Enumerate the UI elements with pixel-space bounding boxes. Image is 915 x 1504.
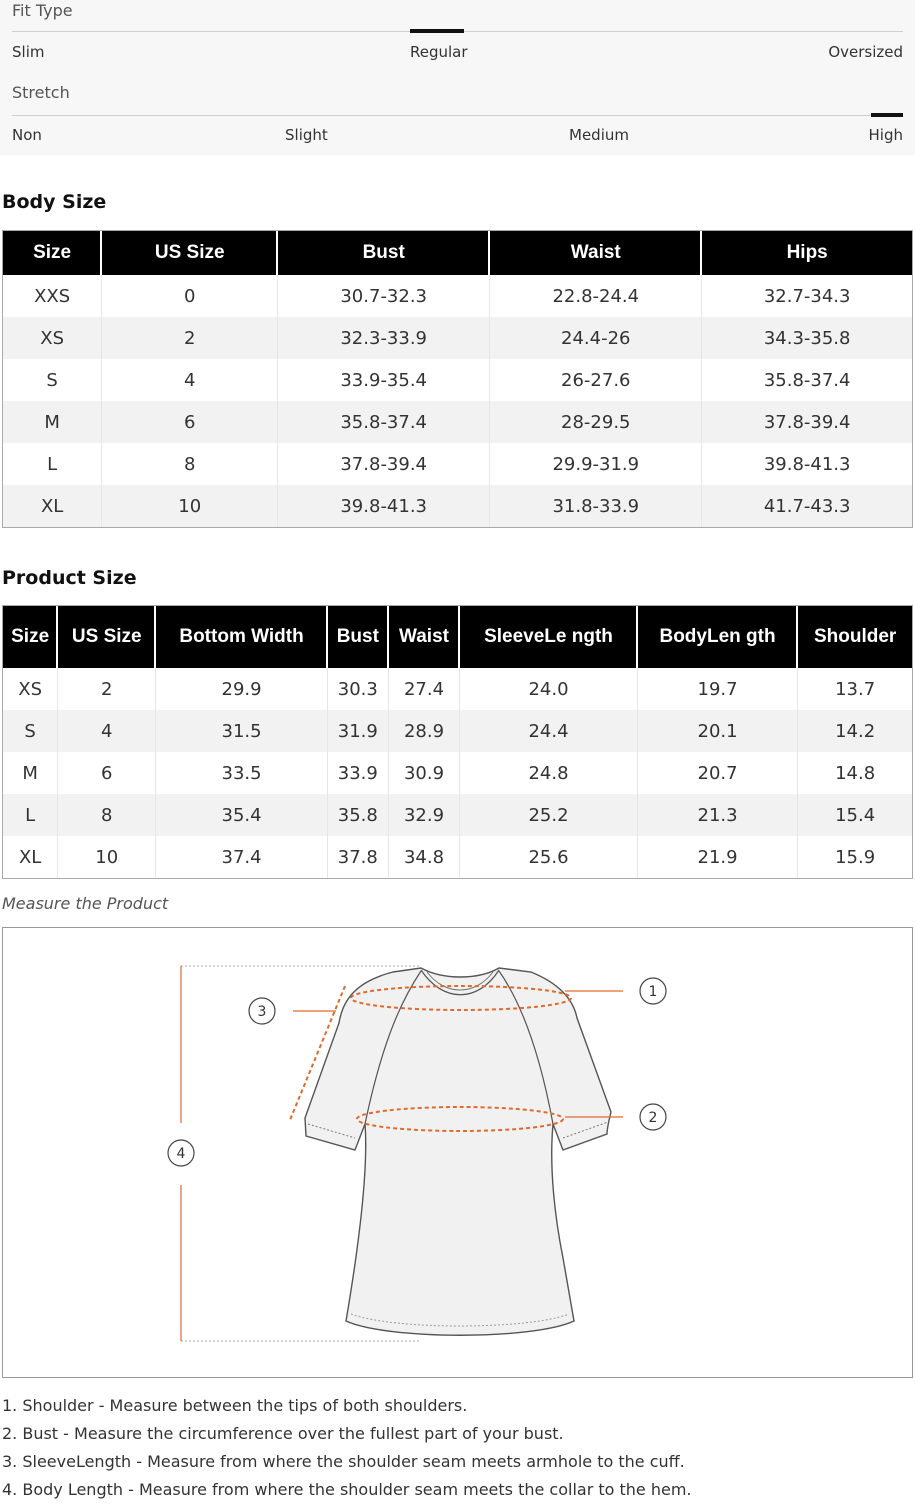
column-header: Waist	[490, 231, 702, 275]
column-header: US Size	[102, 231, 278, 275]
table-cell: 41.7-43.3	[702, 485, 912, 527]
table-row	[3, 668, 912, 710]
table-cell: 6	[58, 752, 156, 794]
table-cell: 15.9	[835, 846, 876, 868]
table-row	[3, 401, 912, 443]
stretch-label-medium: Medium	[569, 126, 629, 144]
marker-1	[640, 978, 666, 1004]
table-cell: M	[3, 752, 58, 794]
table-cell: 28-29.5	[490, 401, 702, 443]
stretch-label-high: High	[868, 126, 903, 144]
table-row	[3, 443, 912, 485]
marker-3	[249, 998, 275, 1024]
stretch-label-slight: Slight	[285, 126, 328, 144]
table-cell: XL	[3, 485, 102, 527]
svg-text:2: 2	[648, 1110, 658, 1126]
table-row	[3, 275, 912, 317]
table-cell: 21.3	[638, 794, 799, 836]
table-cell: XL	[3, 836, 58, 878]
table-cell: M	[3, 401, 102, 443]
table-cell: 35.8-37.4	[763, 369, 851, 391]
table-cell: 13.7	[835, 678, 876, 700]
fit-label-slim: Slim	[12, 43, 45, 61]
note-body-length: 4. Body Length - Measure from where the shoulder seam meets the collar to the hem.	[2, 1480, 692, 1499]
table-cell: 27.4	[389, 668, 460, 710]
table-cell: 34.3-35.8	[702, 317, 912, 359]
table-cell: 24.4-26	[490, 317, 702, 359]
note-sleeve-length: 3. SleeveLength - Measure from where the shoulder seam meets armhole to the cuff.	[2, 1452, 685, 1471]
table-cell: 22.8-24.4	[490, 275, 702, 317]
table-cell: 28.9	[389, 710, 460, 752]
table-cell: 15.4	[798, 794, 912, 836]
table-cell: 30.9	[389, 752, 460, 794]
column-header: Waist	[389, 606, 460, 668]
column-header: Shoulder	[798, 606, 912, 668]
column-header: US Size	[58, 606, 156, 668]
note-bust: 2. Bust - Measure the circumference over the fullest part of your bust.	[2, 1424, 564, 1443]
fit-panel	[0, 0, 915, 155]
table-cell: 6	[102, 401, 278, 443]
table-cell: 35.8-37.4	[278, 401, 490, 443]
fit-label-regular: Regular	[410, 43, 468, 61]
product-size-title: Product Size	[2, 567, 137, 589]
table-cell: 20.1	[638, 710, 799, 752]
table-cell: 8	[102, 443, 278, 485]
table-row	[3, 710, 912, 752]
table-cell: 31.9	[328, 710, 389, 752]
table-row	[3, 836, 912, 878]
table-cell: 37.4	[156, 836, 328, 878]
measure-notes	[2, 1392, 692, 1504]
stretch-label-non: Non	[12, 126, 42, 144]
table-cell: 39.8-41.3	[278, 485, 490, 527]
table-cell: 10	[58, 836, 156, 878]
table-cell: 25.2	[460, 794, 638, 836]
column-header: Hips	[702, 231, 912, 275]
table-cell: 24.8	[460, 752, 638, 794]
table-cell: 2	[102, 317, 278, 359]
table-cell: 10	[102, 485, 278, 527]
table-cell: 31.5	[156, 710, 328, 752]
table-cell: L	[3, 443, 102, 485]
column-header: Bottom Width	[156, 606, 328, 668]
table-cell: 32.9	[389, 794, 460, 836]
fit-type-marker	[410, 29, 464, 33]
table-cell: 33.9	[328, 752, 389, 794]
table-header-row	[3, 606, 912, 668]
table-cell: XS	[3, 668, 58, 710]
column-header: SleeveLe ngth	[460, 606, 638, 668]
table-cell: 37.8-39.4	[702, 401, 912, 443]
table-cell: XXS	[3, 275, 102, 317]
table-cell: XS	[3, 317, 102, 359]
table-cell: 39.8-41.3	[763, 453, 851, 475]
column-header: Size	[3, 606, 58, 668]
column-header: Size	[3, 231, 102, 275]
note-shoulder: 1. Shoulder - Measure between the tips of both shoulders.	[2, 1396, 468, 1415]
table-cell: 8	[58, 794, 156, 836]
table-cell: 31.8-33.9	[490, 485, 702, 527]
table-header-row	[3, 231, 912, 275]
table-cell: 24.0	[460, 668, 638, 710]
table-cell: 29.9	[156, 668, 328, 710]
table-cell: 33.5	[156, 752, 328, 794]
table-row	[3, 359, 912, 401]
table-cell: S	[3, 710, 58, 752]
table-cell: 33.9-35.4	[278, 359, 490, 401]
table-cell: 37.8-39.4	[278, 443, 490, 485]
table-cell: L	[3, 794, 58, 836]
marker-4	[168, 1140, 194, 1166]
table-cell: 32.7-34.3	[763, 285, 851, 307]
table-cell: 34.8	[389, 836, 460, 878]
table-cell: 32.3-33.9	[278, 317, 490, 359]
column-header: BodyLen gth	[638, 606, 799, 668]
table-cell: 30.7-32.3	[278, 275, 490, 317]
svg-text:1: 1	[648, 984, 658, 1000]
table-cell: 26-27.6	[490, 359, 702, 401]
table-cell: 25.6	[460, 836, 638, 878]
table-cell: 35.8	[328, 794, 389, 836]
column-header: Bust	[328, 606, 389, 668]
table-row	[3, 794, 912, 836]
marker-2	[640, 1104, 666, 1130]
table-cell: 14.2	[798, 710, 912, 752]
table-cell: 30.3	[328, 668, 389, 710]
shirt-outline	[305, 968, 611, 1335]
table-cell: 2	[58, 668, 156, 710]
shirt-diagram	[3, 928, 912, 1377]
table-row	[3, 485, 912, 527]
stretch-title: Stretch	[12, 83, 70, 102]
table-cell: 4	[102, 359, 278, 401]
table-cell: 20.7	[638, 752, 799, 794]
product-size-table	[2, 605, 913, 879]
table-cell: 19.7	[638, 668, 799, 710]
table-row	[3, 752, 912, 794]
table-row	[3, 317, 912, 359]
stretch-scale	[12, 115, 903, 116]
table-cell: 37.8	[328, 836, 389, 878]
stretch-marker	[871, 113, 903, 117]
table-cell: S	[3, 359, 102, 401]
column-header: Bust	[278, 231, 490, 275]
body-size-title: Body Size	[2, 191, 107, 213]
table-cell: 0	[102, 275, 278, 317]
svg-text:3: 3	[257, 1004, 267, 1020]
measure-caption: Measure the Product	[2, 894, 169, 913]
table-cell: 24.4	[460, 710, 638, 752]
table-cell: 4	[58, 710, 156, 752]
measure-diagram	[2, 927, 913, 1378]
table-cell: 14.8	[835, 762, 876, 784]
table-cell: 21.9	[638, 836, 799, 878]
table-cell: 29.9-31.9	[490, 443, 702, 485]
svg-text:4: 4	[176, 1146, 186, 1162]
fit-label-oversized: Oversized	[828, 43, 903, 61]
table-cell: 35.4	[156, 794, 328, 836]
body-size-table	[2, 230, 913, 528]
fit-type-title: Fit Type	[12, 1, 73, 20]
